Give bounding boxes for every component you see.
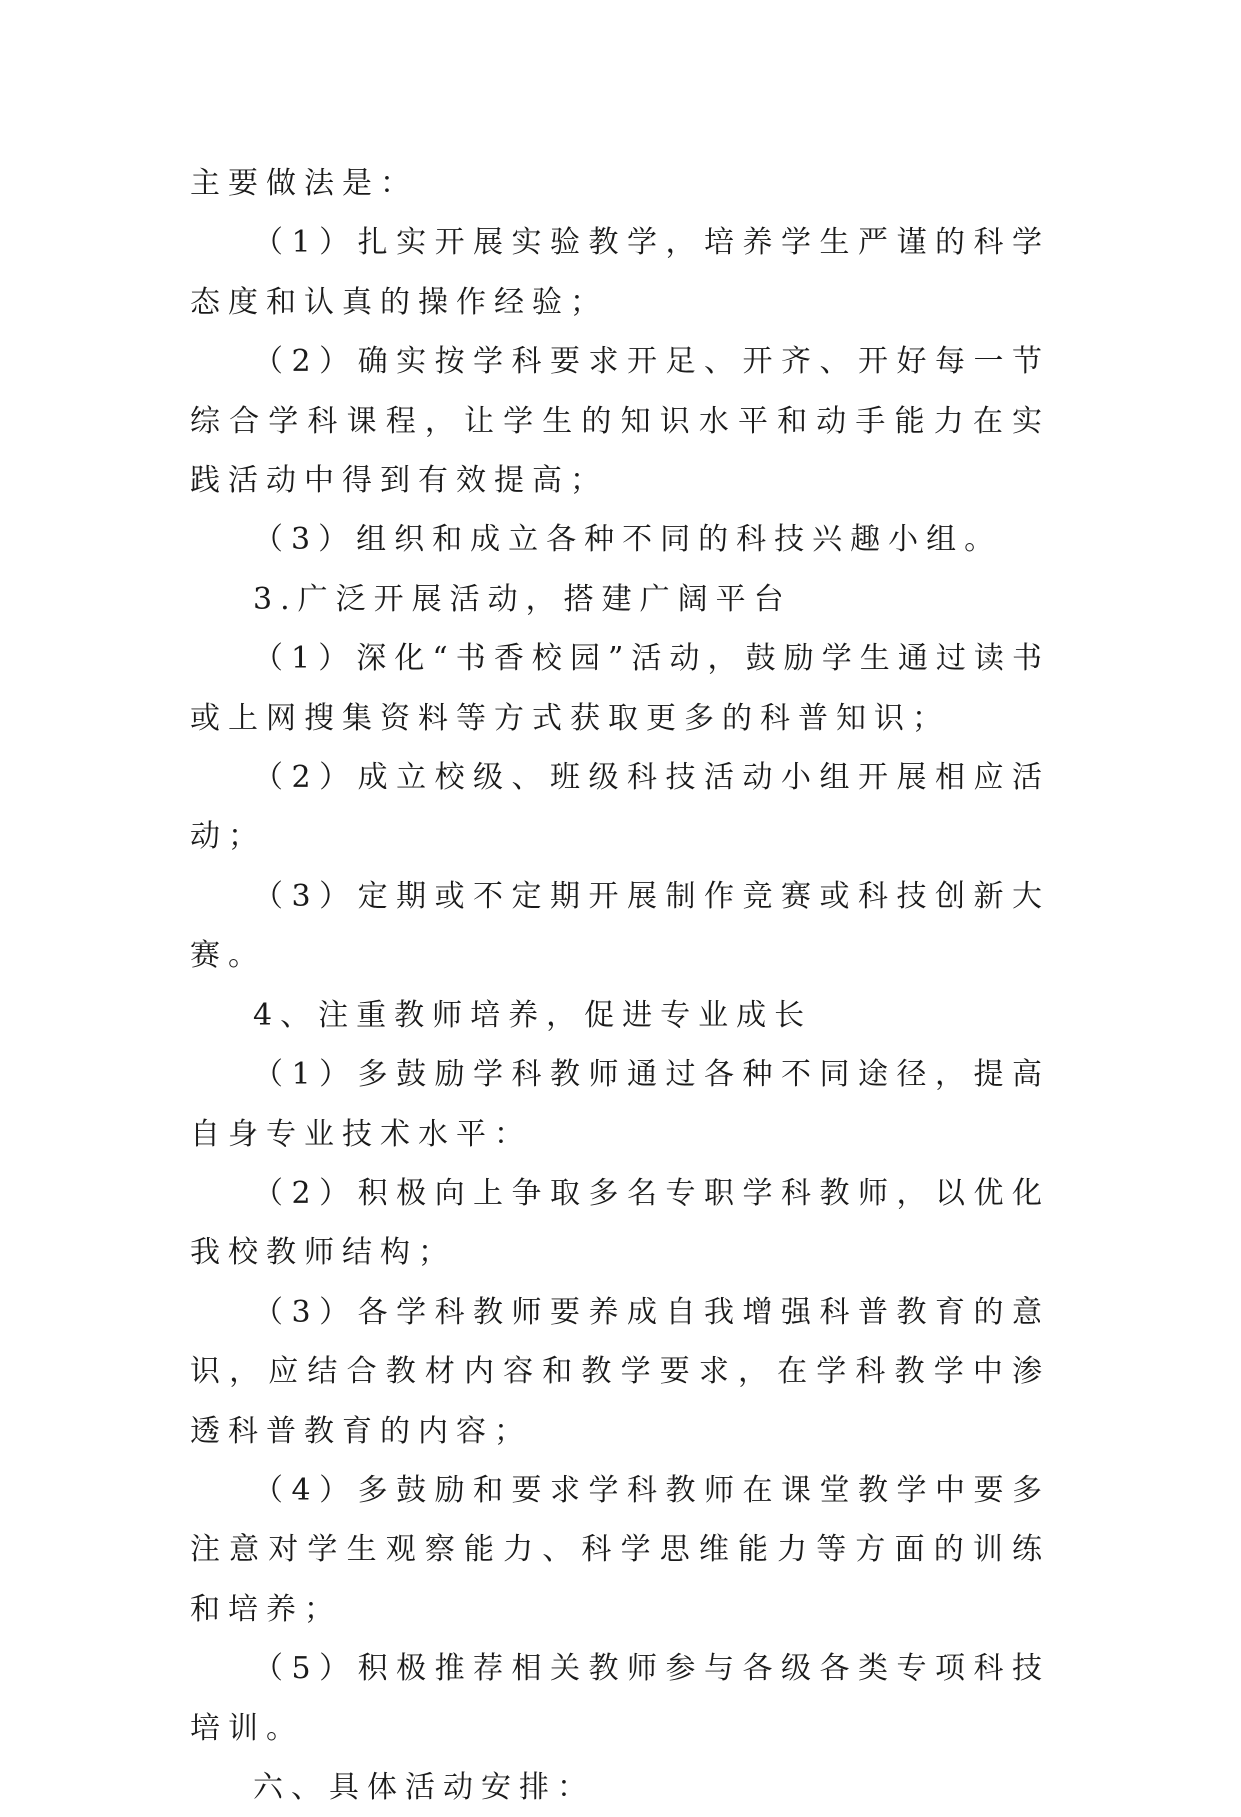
paragraph-item: （3）组织和成立各种不同的科技兴趣小组。: [253, 522, 1003, 558]
paragraph-intro: 主要做法是：: [190, 166, 418, 201]
document-body: [190, 154, 1050, 1817]
section-heading: 六、具体活动安排：: [253, 1769, 595, 1805]
paragraph-item: （1）多鼓励学科教师通过各种不同途径，提高自身专业技术水平：: [190, 1057, 1050, 1152]
paragraph-item: （3）各学科教师要养成自我增强科普教育的意识，应结合教材内容和教学要求，在学科教学中渗透科普教育的内容；: [190, 1294, 1050, 1449]
paragraph-item: （2）确实按学科要求开足、开齐、开好每一节综合学科课程，让学生的知识水平和动手能力在实践活动中得到有效提高；: [190, 344, 1050, 499]
section-heading: 3.广泛开展活动，搭建广阔平台: [253, 581, 792, 617]
section-heading: 4、注重教师培养，促进专业成长: [253, 997, 813, 1033]
paragraph-item: （1）扎实开展实验教学，培养学生严谨的科学态度和认真的操作经验；: [190, 225, 1050, 320]
paragraph-item: （5）积极推荐相关教师参与各级各类专项科技培训。: [190, 1651, 1050, 1746]
paragraph-item: （2）成立校级、班级科技活动小组开展相应活动；: [190, 760, 1050, 855]
paragraph-item: （2）积极向上争取多名专职学科教师，以优化我校教师结构；: [190, 1175, 1050, 1271]
paragraph-item: （3）定期或不定期开展制作竞赛或科技创新大赛。: [190, 878, 1050, 974]
paragraph-item: （4）多鼓励和要求学科教师在课堂教学中要多注意对学生观察能力、科学思维能力等方面的训练和培养；: [190, 1472, 1050, 1627]
paragraph-item: （1）深化“书香校园”活动，鼓励学生通过读书或上网搜集资料等方式获取更多的科普知识；: [190, 641, 1050, 736]
